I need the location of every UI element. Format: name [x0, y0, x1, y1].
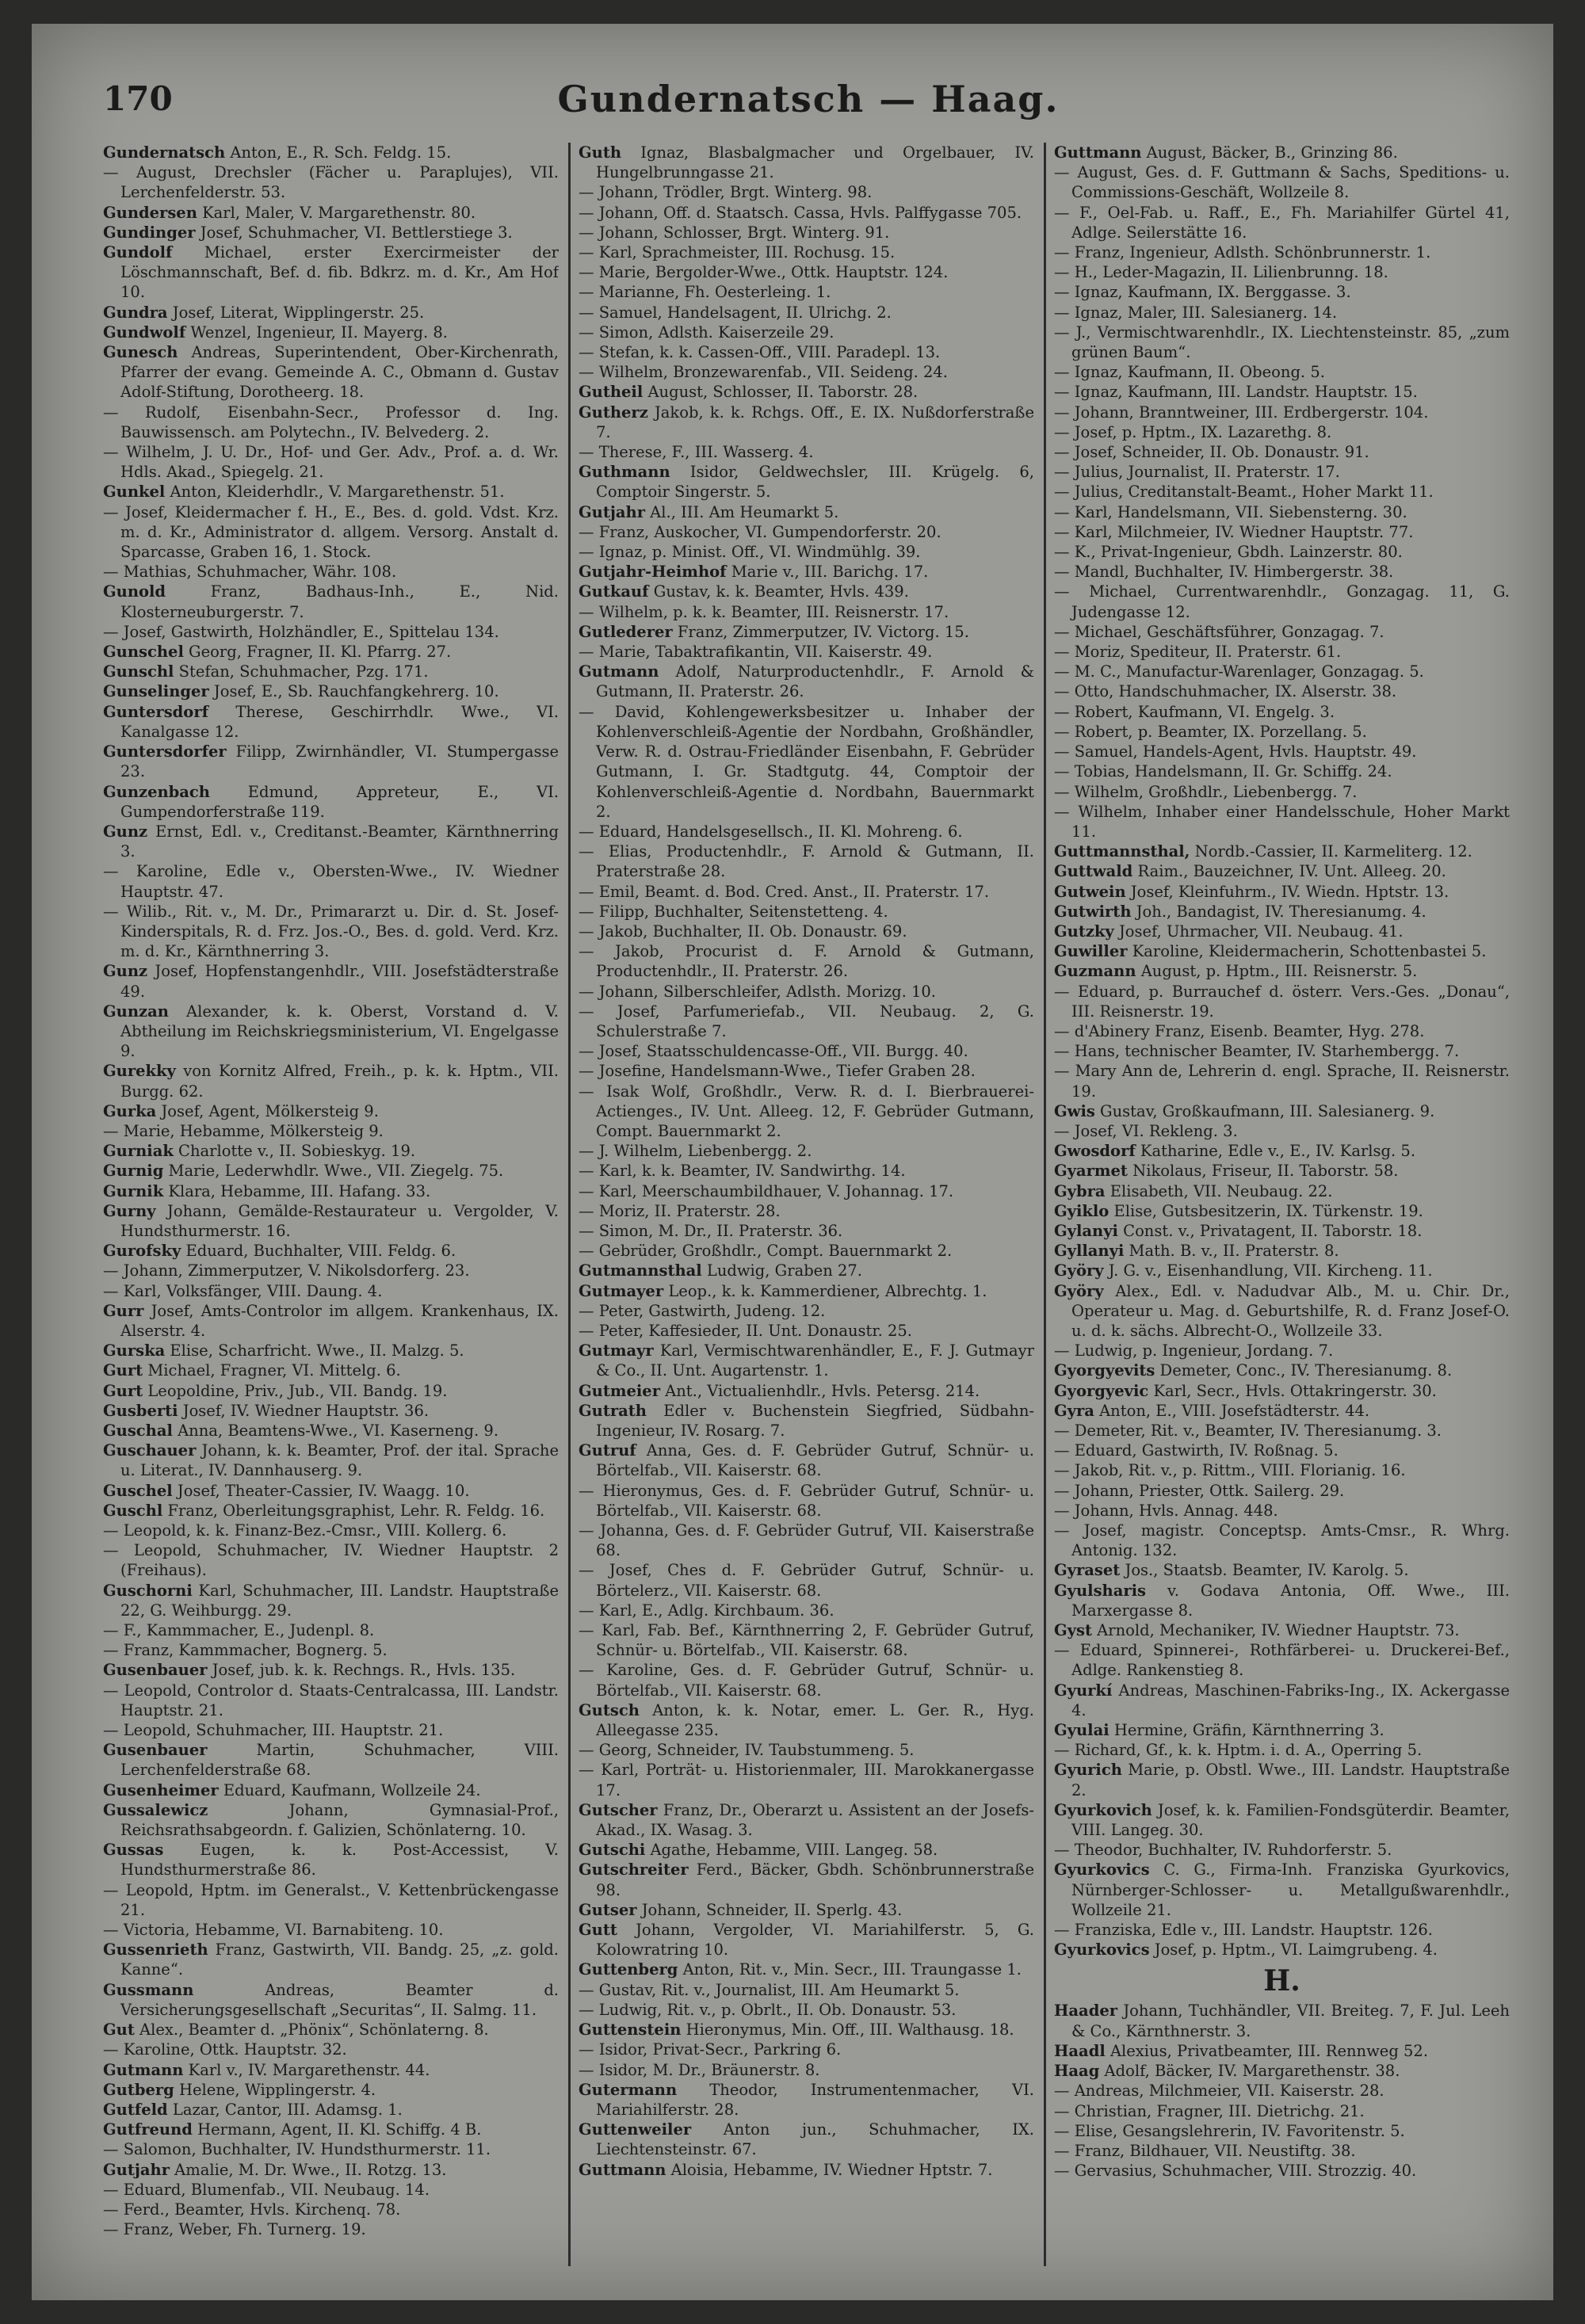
directory-entry: Gutlederer Franz, Zimmerputzer, IV. Victorg. 15.	[579, 622, 969, 641]
directory-entry: Gwis Gustav, Großkaufmann, III. Salesianerg. 9.	[1054, 1101, 1435, 1120]
directory-entry: — Karl, Fab. Bef., Kärnthnerring 2, F. Gebrüder Gutruf, Schnür- u. Börtelfab., VII. Kaiserstr. 68.	[579, 1621, 1034, 1660]
directory-entry: Haadl Alexius, Privatbeamter, III. Rennweg 52.	[1054, 2041, 1429, 2060]
directory-entry: — Victoria, Hebamme, VI. Barnabiteng. 10.	[103, 1921, 444, 1940]
directory-entry: — Rudolf, Eisenbahn-Secr., Professor d. Ing. Bauwissensch. am Polytechn., IV. Belvederg. 2.	[103, 403, 559, 441]
directory-entry: — Demeter, Rit. v., Beamter, IV. Theresianumg. 3.	[1054, 1421, 1442, 1440]
directory-entry: Guttenweiler Anton jun., Schuhmacher, IX. Liechtensteinstr. 67.	[579, 2120, 1034, 2159]
directory-entry: — Eduard, Handelsgesellsch., II. Kl. Mohreng. 6.	[579, 822, 963, 841]
directory-entry: — Leopold, k. k. Finanz-Bez.-Cmsr., VIII. Kollerg. 6.	[103, 1521, 507, 1540]
directory-entry: Guttmann August, Bäcker, B., Grinzing 86.	[1054, 143, 1398, 162]
directory-entry: — Mary Ann de, Lehrerin d. engl. Sprache, II. Reisnerstr. 19.	[1054, 1062, 1510, 1101]
directory-entry: — F., Oel-Fab. u. Raff., E., Fh. Mariahilfer Gürtel 41, Adlge. Seilerstätte 16.	[1054, 203, 1510, 242]
directory-entry: — Johann, Schlosser, Brgt. Winterg. 91.	[579, 223, 890, 242]
directory-entry: Gutscher Franz, Dr., Oberarzt u. Assistent an der Josefs-Akad., IX. Wasag. 3.	[579, 1800, 1034, 1840]
directory-entry: Gyorgyevic Karl, Secr., Hvls. Ottakringerstr. 30.	[1054, 1381, 1437, 1400]
directory-entry: Gunzenbach Edmund, Appreteur, E., VI. Gumpendorferstraße 119.	[103, 782, 559, 821]
page-number: 170	[103, 79, 173, 118]
directory-entry: — Michael, Geschäftsführer, Gonzagag. 7.	[1054, 622, 1384, 641]
directory-entry: — Leopold, Hptm. im Generalst., V. Kettenbrückengasse 21.	[103, 1880, 559, 1919]
directory-entry: Gutsch Anton, k. k. Notar, emer. L. Ger. R., Hyg. Alleegasse 235.	[579, 1700, 1034, 1740]
directory-entry: — Ludwig, Rit. v., p. Obrlt., II. Ob. Donaustr. 53.	[579, 2000, 957, 2019]
directory-entry: Gurofsky Eduard, Buchhalter, VIII. Feldg. 6.	[103, 1242, 456, 1261]
directory-entry: — Josef, Schneider, II. Ob. Donaustr. 91.	[1054, 443, 1369, 462]
directory-entry: — Michael, Currentwarenhdlr., Gonzagag. 11, G. Judengasse 12.	[1054, 582, 1510, 621]
directory-entry: Gusenbauer Josef, jub. k. k. Rechngs. R., Hvls. 135.	[103, 1661, 516, 1680]
directory-entry: Gyulsharis v. Godava Antonia, Off. Wwe., III. Marxergasse 8.	[1054, 1581, 1510, 1620]
directory-entry: Gusenheimer Eduard, Kaufmann, Wollzeile 24.	[103, 1780, 481, 1799]
directory-entry: Guntersdorfer Filipp, Zwirnhändler, VI. Stumpergasse 23.	[103, 742, 559, 781]
directory-entry: — Johann, Hvls. Annag. 448.	[1054, 1501, 1278, 1520]
directory-entry: Gybra Elisabeth, VII. Neubaug. 22.	[1054, 1181, 1333, 1200]
directory-entry: Gyarmet Nikolaus, Friseur, II. Taborstr. 58.	[1054, 1162, 1399, 1181]
directory-entry: — J. Wilhelm, Liebenbergg. 2.	[579, 1142, 812, 1161]
directory-entry: — August, Drechsler (Fächer u. Paraplujes), VII. Lerchenfelderstr. 53.	[103, 163, 559, 202]
directory-entry: — Julius, Journalist, II. Praterstr. 17.	[1054, 463, 1340, 482]
directory-entry: Gurt Michael, Fragner, VI. Mittelg. 6.	[103, 1361, 401, 1380]
directory-entry: — Isidor, Privat-Secr., Parkring 6.	[579, 2040, 842, 2059]
directory-entry: Gutjahr Amalie, M. Dr. Wwe., II. Rotzg. 13.	[103, 2160, 447, 2179]
directory-entry: Gutmayer Leop., k. k. Kammerdiener, Albrechtg. 1.	[579, 1281, 987, 1300]
directory-entry: — Wilhelm, Großhdlr., Liebenbergg. 7.	[1054, 782, 1358, 801]
directory-entry: Gyllanyi Math. B. v., II. Praterstr. 8.	[1054, 1242, 1339, 1261]
directory-entry: — Jakob, Buchhalter, II. Ob. Donaustr. 69.	[579, 922, 907, 941]
directory-entry: — Leopold, Controlor d. Staats-Centralcassa, III. Landstr. Hauptstr. 21.	[103, 1681, 559, 1719]
directory-entry: Gutwein Josef, Kleinfuhrm., IV. Wiedn. Hptstr. 13.	[1054, 882, 1449, 901]
directory-entry: — Franz, Kammmacher, Bognerg. 5.	[103, 1641, 388, 1660]
directory-entry: Gyraset Jos., Staatsb. Beamter, IV. Karolg. 5.	[1054, 1561, 1409, 1580]
directory-entry: — Josef, Staatsschuldencasse-Off., VII. Burgg. 40.	[579, 1042, 968, 1061]
directory-entry: Györy J. G. v., Eisenhandlung, VII. Kircheng. 11.	[1054, 1261, 1433, 1280]
directory-entry: Gutzky Josef, Uhrmacher, VII. Neubaug. 41.	[1054, 922, 1404, 941]
directory-entry: — Robert, Kaufmann, VI. Engelg. 3.	[1054, 702, 1335, 721]
directory-entry: Gyorgyevits Demeter, Conc., IV. Theresianumg. 8.	[1054, 1361, 1453, 1380]
directory-entry: Gutrath Edler v. Buchenstein Siegfried, Südbahn-Ingenieur, IV. Rosarg. 7.	[579, 1401, 1034, 1440]
directory-entry: — Karl, Sprachmeister, III. Rochusg. 15.	[579, 243, 896, 262]
directory-entry: — Eduard, Blumenfab., VII. Neubaug. 14.	[103, 2180, 430, 2199]
directory-entry: — Filipp, Buchhalter, Seitenstetteng. 4.	[579, 902, 888, 921]
directory-entry: — Isak Wolf, Großhdlr., Verw. R. d. I. Bierbrauerei-Actienges., IV. Unt. Alleeg. 12, F. Gebrüder Gutmann, Compt. Bauernmarkt 2.	[579, 1082, 1034, 1140]
directory-entry: — Karl, Milchmeier, IV. Wiedner Hauptstr. 77.	[1054, 522, 1414, 541]
directory-entry: Gunzan Alexander, k. k. Oberst, Vorstand d. V. Abtheilung im Reichskriegsministerium, VI. Engelgasse 9.	[103, 1002, 559, 1061]
directory-entry: Gutmann Adolf, Naturproductenhdlr., F. Arnold & Gutmann, II. Praterstr. 26.	[579, 662, 1034, 701]
directory-entry: Gutwirth Joh., Bandagist, IV. Theresianumg. 4.	[1054, 902, 1426, 921]
directory-entry: Gyurkí Andreas, Maschinen-Fabriks-Ing., IX. Ackergasse 4.	[1054, 1681, 1510, 1719]
directory-entry: Gurekky von Kornitz Alfred, Freih., p. k. k. Hptm., VII. Burgg. 62.	[103, 1062, 559, 1101]
directory-entry: Gunz Ernst, Edl. v., Creditanst.-Beamter, Kärnthnerring 3.	[103, 822, 559, 861]
directory-entry: — Ignaz, Maler, III. Salesianerg. 14.	[1054, 303, 1338, 322]
page-header	[103, 71, 1514, 143]
directory-entry: Gutermann Theodor, Instrumentenmacher, VI. Mariahilferstr. 28.	[579, 2080, 1034, 2119]
directory-entry: Gusenbauer Martin, Schuhmacher, VIII. Lerchenfelderstraße 68.	[103, 1741, 559, 1780]
directory-entry: Gutheil August, Schlosser, II. Taborstr. 28.	[579, 383, 919, 402]
directory-entry: Guschorni Karl, Schuhmacher, III. Landstr. Hauptstraße 22, G. Weihburgg. 29.	[103, 1581, 559, 1620]
directory-entry: Gurska Elise, Scharfricht. Wwe., II. Malzg. 5.	[103, 1341, 464, 1360]
directory-entry: Guthmann Isidor, Geldwechsler, III. Krügelg. 6, Comptoir Singerstr. 5.	[579, 463, 1034, 502]
directory-entry: Gutfreund Hermann, Agent, II. Kl. Schiffg. 4 B.	[103, 2120, 482, 2139]
directory-entry: — Ludwig, p. Ingenieur, Jordang. 7.	[1054, 1341, 1334, 1360]
directory-entry: — Samuel, Handelsagent, II. Ulrichg. 2.	[579, 303, 892, 322]
directory-entry: — Franziska, Edle v., III. Landstr. Hauptstr. 126.	[1054, 1921, 1433, 1940]
directory-entry: — Theodor, Buchhalter, IV. Ruhdorferstr. 5.	[1054, 1841, 1392, 1860]
directory-entry: — Karl, Meerschaumbildhauer, V. Johannag. 17.	[579, 1181, 954, 1200]
directory-entry: — Andreas, Milchmeier, VII. Kaiserstr. 28.	[1054, 2082, 1384, 2101]
directory-entry: Gutser Johann, Schneider, II. Sperlg. 43.	[579, 1900, 903, 1919]
directory-entry: Gunschl Stefan, Schuhmacher, Pzg. 171.	[103, 662, 429, 681]
directory-entry: — Jakob, Procurist d. F. Arnold & Gutmann, Productenhdlr., II. Praterstr. 26.	[579, 942, 1034, 981]
directory-entry: — Ignaz, p. Minist. Off., VI. Windmühlg. 39.	[579, 543, 921, 562]
directory-entry: Gussas Eugen, k. k. Post-Accessist, V. Hundsthurmerstraße 86.	[103, 1841, 559, 1879]
directory-entry: — Leopold, Schuhmacher, III. Hauptstr. 21.	[103, 1721, 444, 1740]
column-1	[103, 143, 559, 2266]
directory-entry: Gunselinger Josef, E., Sb. Rauchfangkehrerg. 10.	[103, 682, 499, 701]
directory-entry: Gurnig Marie, Lederwhdlr. Wwe., VII. Ziegelg. 75.	[103, 1162, 504, 1181]
directory-entry: — Johann, Off. d. Staatsch. Cassa, Hvls. Palffygasse 705.	[579, 203, 1022, 222]
directory-entry: Gyurkovics C. G., Firma-Inh. Franziska Gyurkovics, Nürnberger-Schlosser- u. Metallgußwarenhdlr., Wollzeile 21.	[1054, 1860, 1510, 1919]
directory-entry: — d'Abinery Franz, Eisenb. Beamter, Hyg. 278.	[1054, 1021, 1425, 1040]
directory-entry: Guntersdorf Therese, Geschirrhdlr. Wwe., VI. Kanalgasse 12.	[103, 702, 559, 741]
column-rule	[1044, 143, 1046, 2266]
running-head: Gundernatsch — Haag.	[557, 78, 1060, 120]
directory-entry: Gundwolf Wenzel, Ingenieur, II. Mayerg. 8.	[103, 322, 448, 342]
directory-entry: Gutt Johann, Vergolder, VI. Mariahilferstr. 5, G. Kolowratring 10.	[579, 1921, 1034, 1960]
directory-entry: — Mandl, Buchhalter, IV. Himbergerstr. 38.	[1054, 563, 1394, 582]
directory-entry: — Wilhelm, p. k. k. Beamter, III. Reisnerstr. 17.	[579, 602, 949, 621]
directory-entry: — J., Vermischtwarenhdlr., IX. Liechtensteinstr. 85, „zum grünen Baum“.	[1054, 322, 1510, 362]
directory-entry: — Josef, magistr. Conceptsp. Amts-Cmsr., R. Whrg. Antonig. 132.	[1054, 1521, 1510, 1560]
directory-entry: — M. C., Manufactur-Warenlager, Gonzagag. 5.	[1054, 662, 1424, 681]
directory-entry: — Marie, Tabaktrafikantin, VII. Kaiserstr. 49.	[579, 643, 933, 662]
directory-entry: — Karl, E., Adlg. Kirchbaum. 36.	[579, 1601, 835, 1620]
directory-entry: Gurka Josef, Agent, Mölkersteig 9.	[103, 1101, 379, 1120]
directory-entry: — David, Kohlengewerksbesitzer u. Inhaber der Kohlenverschleiß-Agentie der Nordbahn, Großhändler, Verw. R. d. Ostrau-Friedländer Eisenbahn, F. Gebrüder Gutmann, I. Gr. Stadtgutg. 44, Comptoir der Kohlenverschleiß-Agentie d. Nordbahn, Bauernmarkt 2.	[579, 702, 1034, 821]
directory-entry: — Karl, Porträt- u. Historienmaler, III. Marokkanergasse 17.	[579, 1761, 1034, 1799]
directory-entry: — Josef, Kleidermacher f. H., E., Bes. d. gold. Vdst. Krz. m. d. Kr., Administrator d. allgem. Versorg. Anstalt d. Sparcasse, Graben 16, 1. Stock.	[103, 502, 559, 562]
directory-entry: Gyurkovics Josef, p. Hptm., VI. Laimgrubeng. 4.	[1054, 1940, 1438, 1960]
directory-entry: Guttmannsthal, Nordb.-Cassier, II. Karmeliterg. 12.	[1054, 842, 1472, 861]
directory-entry: Gwosdorf Katharine, Edle v., E., IV. Karlsg. 5.	[1054, 1142, 1416, 1161]
directory-entry: — Gebrüder, Großhdlr., Compt. Bauernmarkt 2.	[579, 1242, 953, 1261]
directory-entry: — Wilhelm, J. U. Dr., Hof- und Ger. Adv., Prof. a. d. Wr. Hdls. Akad., Spiegelg. 21.	[103, 443, 559, 482]
directory-entry: — Karoline, Ges. d. F. Gebrüder Gutruf, Schnür- u. Börtelfab., VII. Kaiserstr. 68.	[579, 1661, 1034, 1700]
directory-entry: — Julius, Creditanstalt-Beamt., Hoher Markt 11.	[1054, 483, 1434, 502]
directory-entry: — Peter, Kaffesieder, II. Unt. Donaustr. 25.	[579, 1321, 912, 1340]
directory-entry: — Johann, Silberschleifer, Adlsth. Morizg. 10.	[579, 982, 936, 1001]
directory-entry: — Leopold, Schuhmacher, IV. Wiedner Hauptstr. 2 (Freihaus).	[103, 1541, 559, 1580]
directory-entry: Gyra Anton, E., VIII. Josefstädterstr. 44.	[1054, 1401, 1370, 1420]
directory-entry: — Franz, Weber, Fh. Turnerg. 19.	[103, 2220, 366, 2239]
directory-entry: — Ferd., Beamter, Hvls. Kirchenq. 78.	[103, 2200, 401, 2219]
directory-entry: — Hans, technischer Beamter, IV. Starhembergg. 7.	[1054, 1042, 1460, 1061]
column-3-section-h-entries	[1054, 2001, 1510, 2181]
directory-entry: Gundernatsch Anton, E., R. Sch. Feldg. 15.	[103, 143, 452, 162]
directory-entry: Gutmeier Ant., Victualienhdlr., Hvls. Petersg. 214.	[579, 1381, 980, 1400]
directory-entry: Gyiklo Elise, Gutsbesitzerin, IX. Türkenstr. 19.	[1054, 1201, 1423, 1220]
directory-entry: — Eduard, p. Burrauchef d. österr. Vers.-Ges. „Donau“, III. Reisnerstr. 19.	[1054, 982, 1510, 1021]
directory-entry: — Stefan, k. k. Cassen-Off., VIII. Paradepl. 13.	[579, 343, 941, 362]
directory-entry: Guschel Josef, Theater-Cassier, IV. Waagg. 10.	[103, 1481, 470, 1500]
directory-entry: — Josef, VI. Rekleng. 3.	[1054, 1121, 1238, 1140]
directory-entry: — Josefine, Handelsmann-Wwe., Tiefer Graben 28.	[579, 1062, 976, 1081]
directory-entry: — Jakob, Rit. v., p. Rittm., VIII. Florianig. 16.	[1054, 1461, 1406, 1480]
directory-entry: — Johann, Branntweiner, III. Erdbergerstr. 104.	[1054, 403, 1429, 422]
directory-entry: Gylanyi Const. v., Privatagent, II. Taborstr. 18.	[1054, 1221, 1423, 1240]
directory-entry: Gurniak Charlotte v., II. Sobieskyg. 19.	[103, 1142, 416, 1161]
directory-entry: — Karl, Handelsmann, VII. Siebensterng. 30.	[1054, 502, 1407, 521]
directory-entry: Guschal Anna, Beamtens-Wwe., VI. Kaserneng. 9.	[103, 1421, 499, 1440]
directory-entry: — August, Ges. d. F. Guttmann & Sachs, Speditions- u. Commissions-Geschäft, Wollzeile 8.	[1054, 163, 1510, 202]
directory-entry: — Franz, Bildhauer, VII. Neustiftg. 38.	[1054, 2141, 1356, 2160]
directory-entry: Gunold Franz, Badhaus-Inh., E., Nid. Klosterneuburgerstr. 7.	[103, 582, 559, 621]
directory-entry: Gutherz Jakob, k. k. Rchgs. Off., E. IX. Nußdorferstraße 7.	[579, 403, 1034, 441]
directory-entry: — Elise, Gesangslehrerin, IV. Favoritenstr. 5.	[1054, 2121, 1405, 2140]
directory-entry: — Therese, F., III. Wasserg. 4.	[579, 443, 814, 462]
directory-entry: Gusberti Josef, IV. Wiedner Hauptstr. 36.	[103, 1401, 430, 1420]
directory-entry: — Gervasius, Schuhmacher, VIII. Strozzig. 40.	[1054, 2162, 1417, 2181]
directory-entry: — Johann, Priester, Ottk. Sailerg. 29.	[1054, 1481, 1345, 1500]
directory-entry: Gyurkovich Josef, k. k. Familien-Fondsgüterdir. Beamter, VIII. Langeg. 30.	[1054, 1800, 1510, 1840]
column-rule	[568, 143, 571, 2266]
directory-entry: — Mathias, Schuhmacher, Währ. 108.	[103, 563, 397, 582]
directory-entry: — Karoline, Edle v., Obersten-Wwe., IV. Wiedner Hauptstr. 47.	[103, 862, 559, 901]
directory-entry: — Marianne, Fh. Oesterleing. 1.	[579, 283, 831, 302]
directory-entry: Haader Johann, Tuchhändler, VII. Breiteg. 7, F. Jul. Leeh & Co., Kärnthnerstr. 3.	[1054, 2002, 1510, 2040]
directory-entry: Gutjahr-Heimhof Marie v., III. Barichg. 17.	[579, 563, 929, 582]
directory-entry: — Karoline, Ottk. Hauptstr. 32.	[103, 2040, 347, 2059]
directory-entry: Gurny Johann, Gemälde-Restaurateur u. Vergolder, V. Hundsthurmerstr. 16.	[103, 1201, 559, 1240]
directory-entry: Gundersen Karl, Maler, V. Margarethenstr. 80.	[103, 203, 476, 222]
directory-columns	[103, 143, 1522, 2266]
directory-entry: — K., Privat-Ingenieur, Gbdh. Lainzerstr. 80.	[1054, 543, 1403, 562]
directory-page	[32, 24, 1553, 2300]
directory-entry: Gurt Leopoldine, Priv., Jub., VII. Bandg. 19.	[103, 1381, 448, 1400]
directory-entry: — Wilhelm, Bronzewarenfab., VII. Seideng. 24.	[579, 363, 949, 382]
directory-entry: — Johanna, Ges. d. F. Gebrüder Gutruf, VII. Kaiserstraße 68.	[579, 1521, 1034, 1560]
directory-entry: Gutschi Agathe, Hebamme, VIII. Langeg. 58.	[579, 1841, 938, 1860]
directory-entry: Gunschel Georg, Fragner, II. Kl. Pfarrg. 27.	[103, 643, 452, 662]
column-3-entries	[1054, 143, 1510, 1960]
directory-entry: — Simon, M. Dr., II. Praterstr. 36.	[579, 1221, 843, 1240]
column-3	[1054, 143, 1510, 2266]
directory-entry: — Ignaz, Kaufmann, III. Landstr. Hauptstr. 15.	[1054, 383, 1418, 402]
directory-entry: — Samuel, Handels-Agent, Hvls. Hauptstr. 49.	[1054, 742, 1417, 761]
directory-entry: — Robert, p. Beamter, IX. Porzellang. 5.	[1054, 722, 1367, 741]
directory-entry: — Isidor, M. Dr., Bräunerstr. 8.	[579, 2060, 820, 2079]
directory-entry: — Johann, Zimmerputzer, V. Nikolsdorferg. 23.	[103, 1261, 470, 1280]
directory-entry: — Wilib., Rit. v., M. Dr., Primararzt u. Dir. d. St. Josef-Kinderspitals, R. d. Frz. Jos.-O., Bes. d. gold. Verd. Krz. m. d. Kr., Kärnthnerring 3.	[103, 902, 559, 961]
directory-entry: — Richard, Gf., k. k. Hptm. i. d. A., Operring 5.	[1054, 1741, 1423, 1760]
directory-entry: — Franz, Ingenieur, Adlsth. Schönbrunnerstr. 1.	[1054, 243, 1431, 262]
section-letter: H.	[1263, 1964, 1300, 1998]
directory-entry: Gyulai Hermine, Gräfin, Kärnthnerring 3.	[1054, 1721, 1384, 1740]
directory-entry: Guschauer Johann, k. k. Beamter, Prof. der ital. Sprache u. Literat., IV. Dannhauserg. 9.	[103, 1441, 559, 1480]
directory-entry: Guttenberg Anton, Rit. v., Min. Secr., III. Traungasse 1.	[579, 1960, 1022, 1979]
directory-entry: Gundra Josef, Literat, Wipplingerstr. 25.	[103, 303, 425, 322]
directory-entry: — Moriz, Spediteur, II. Praterstr. 61.	[1054, 643, 1342, 662]
directory-entry: — Ignaz, Kaufmann, IX. Berggasse. 3.	[1054, 283, 1351, 302]
directory-entry: Gutkauf Gustav, k. k. Beamter, Hvls. 439.	[579, 582, 909, 601]
directory-entry: Gunz Josef, Hopfenstangenhdlr., VIII. Josefstädterstraße 49.	[103, 962, 559, 1001]
directory-entry: — Marie, Bergolder-Wwe., Ottk. Hauptstr. 124.	[579, 263, 949, 282]
directory-entry: — Emil, Beamt. d. Bod. Cred. Anst., II. Praterstr. 17.	[579, 882, 990, 901]
directory-entry: Gutfeld Lazar, Cantor, III. Adamsg. 1.	[103, 2100, 403, 2119]
directory-entry: — Otto, Handschuhmacher, IX. Alserstr. 38.	[1054, 682, 1397, 701]
directory-entry: Gyurich Marie, p. Obstl. Wwe., III. Landstr. Hauptstraße 2.	[1054, 1761, 1510, 1799]
directory-entry: Guttwald Raim., Bauzeichner, IV. Unt. Alleeg. 20.	[1054, 862, 1446, 881]
directory-entry: Gutberg Helene, Wipplingerstr. 4.	[103, 2080, 376, 2099]
directory-entry: Gutruf Anna, Ges. d. F. Gebrüder Gutruf, Schnür- u. Börtelfab., VII. Kaiserstr. 68.	[579, 1441, 1034, 1480]
directory-entry: Haag Adolf, Bäcker, IV. Margarethenstr. 38.	[1054, 2062, 1400, 2081]
directory-entry: — Simon, Adlsth. Kaiserzeile 29.	[579, 322, 835, 342]
directory-entry: — Johann, Trödler, Brgt. Winterg. 98.	[579, 183, 873, 202]
directory-entry: Guwiller Karoline, Kleidermacherin, Schottenbastei 5.	[1054, 942, 1487, 961]
directory-entry: Guzmann August, p. Hptm., III. Reisnerstr. 5.	[1054, 962, 1418, 981]
directory-entry: — Karl, Volksfänger, VIII. Daung. 4.	[103, 1281, 383, 1300]
directory-entry: — Eduard, Gastwirth, IV. Roßnag. 5.	[1054, 1441, 1339, 1460]
directory-entry: Gyst Arnold, Mechaniker, IV. Wiedner Hauptstr. 73.	[1054, 1621, 1460, 1640]
directory-entry: — Moriz, II. Praterstr. 28.	[579, 1201, 781, 1220]
directory-entry: Gutmannsthal Ludwig, Graben 27.	[579, 1261, 862, 1280]
directory-entry: Guschl Franz, Oberleitungsgraphist, Lehr. R. Feldg. 16.	[103, 1501, 545, 1520]
directory-entry: Guttmann Aloisia, Hebamme, IV. Wiedner Hptstr. 7.	[579, 2160, 993, 2179]
directory-entry: Guth Ignaz, Blasbalgmacher und Orgelbauer, IV. Hungelbrunngasse 21.	[579, 143, 1034, 182]
directory-entry: — Christian, Fragner, III. Dietrichg. 21.	[1054, 2101, 1365, 2120]
directory-entry: — Josef, p. Hptm., IX. Lazarethg. 8.	[1054, 422, 1332, 441]
directory-entry: — Josef, Ches d. F. Gebrüder Gutruf, Schnür- u. Börtelerz., VII. Kaiserstr. 68.	[579, 1561, 1034, 1600]
directory-entry: — Tobias, Handelsmann, II. Gr. Schiffg. 24.	[1054, 762, 1392, 781]
directory-entry: Gut Alex., Beamter d. „Phönix“, Schönlaterng. 8.	[103, 2021, 489, 2040]
directory-entry: Gundinger Josef, Schuhmacher, VI. Bettlerstiege 3.	[103, 223, 513, 242]
directory-entry: Gurnik Klara, Hebamme, III. Hafang. 33.	[103, 1181, 431, 1200]
directory-entry: — F., Kammmacher, E., Judenpl. 8.	[103, 1621, 375, 1640]
directory-entry: Gutmayr Karl, Vermischtwarenhändler, E., F. J. Gutmayr & Co., II. Unt. Augartenstr. 1.	[579, 1341, 1034, 1380]
directory-entry: Györy Alex., Edl. v. Nadudvar Alb., M. u. Chir. Dr., Operateur u. Mag. d. Geburtshilfe, R. d. Franz Josef-O. u. d. k. sächs. Albrecht-O., Wollzeile 33.	[1054, 1281, 1510, 1340]
directory-entry: Gundolf Michael, erster Exercirmeister der Löschmannschaft, Bef. d. fib. Bdkrz. m. d. Kr., Am Hof 10.	[103, 243, 559, 302]
directory-entry: Gunesch Andreas, Superintendent, Ober-Kirchenrath, Pfarrer der evang. Gemeinde A. C., Obmann d. Gustav Adolf-Stiftung, Dorotheerg. 18.	[103, 343, 559, 402]
directory-entry: — Hieronymus, Ges. d. F. Gebrüder Gutruf, Schnür- u. Börtelfab., VII. Kaiserstr. 68.	[579, 1481, 1034, 1520]
directory-entry: Gutjahr Al., III. Am Heumarkt 5.	[579, 502, 839, 521]
directory-entry: Gussalewicz Johann, Gymnasial-Prof., Reichsrathsabgeordn. f. Galizien, Schönlaterng. 10.	[103, 1800, 559, 1840]
directory-entry: Gurr Josef, Amts-Controlor im allgem. Krankenhaus, IX. Alserstr. 4.	[103, 1301, 559, 1340]
directory-entry: — Ignaz, Kaufmann, II. Obeong. 5.	[1054, 363, 1325, 382]
directory-entry: — Wilhelm, Inhaber einer Handelsschule, Hoher Markt 11.	[1054, 802, 1510, 841]
directory-entry: — Gustav, Rit. v., Journalist, III. Am Heumarkt 5.	[579, 1980, 960, 1999]
column-2	[579, 143, 1034, 2266]
directory-entry: Guttenstein Hieronymus, Min. Off., III. Walthausg. 18.	[579, 2021, 1014, 2040]
directory-entry: — Franz, Auskocher, VI. Gumpendorferstr. 20.	[579, 522, 941, 541]
directory-entry: Gutmann Karl v., IV. Margarethenstr. 44.	[103, 2060, 430, 2079]
directory-entry: — Marie, Hebamme, Mölkersteig 9.	[103, 1121, 384, 1140]
directory-entry: — Eduard, Spinnerei-, Rothfärberei- u. Druckerei-Bef., Adlge. Rankenstieg 8.	[1054, 1641, 1510, 1680]
directory-entry: Gunkel Anton, Kleiderhdlr., V. Margarethenstr. 51.	[103, 483, 505, 502]
directory-entry: Gussmann Andreas, Beamter d. Versicherungsgesellschaft „Securitas“, II. Salmg. 11.	[103, 1980, 559, 2019]
directory-entry: — Peter, Gastwirth, Judeng. 12.	[579, 1301, 826, 1320]
directory-entry: Gutschreiter Ferd., Bäcker, Gbdh. Schönbrunnerstraße 98.	[579, 1860, 1034, 1899]
directory-entry: — H., Leder-Magazin, II. Lilienbrunng. 18.	[1054, 263, 1388, 282]
directory-entry: — Josef, Parfumeriefab., VII. Neubaug. 2, G. Schulerstraße 7.	[579, 1002, 1034, 1040]
directory-entry: — Elias, Productenhdlr., F. Arnold & Gutmann, II. Praterstraße 28.	[579, 842, 1034, 881]
directory-entry: Gussenrieth Franz, Gastwirth, VII. Bandg. 25, „z. gold. Kanne“.	[103, 1940, 559, 1979]
directory-entry: — Josef, Gastwirth, Holzhändler, E., Spittelau 134.	[103, 622, 499, 641]
directory-entry: — Karl, k. k. Beamter, IV. Sandwirthg. 14.	[579, 1162, 906, 1181]
directory-entry: — Georg, Schneider, IV. Taubstummeng. 5.	[579, 1741, 915, 1760]
directory-entry: — Salomon, Buchhalter, IV. Hundsthurmerstr. 11.	[103, 2140, 491, 2159]
